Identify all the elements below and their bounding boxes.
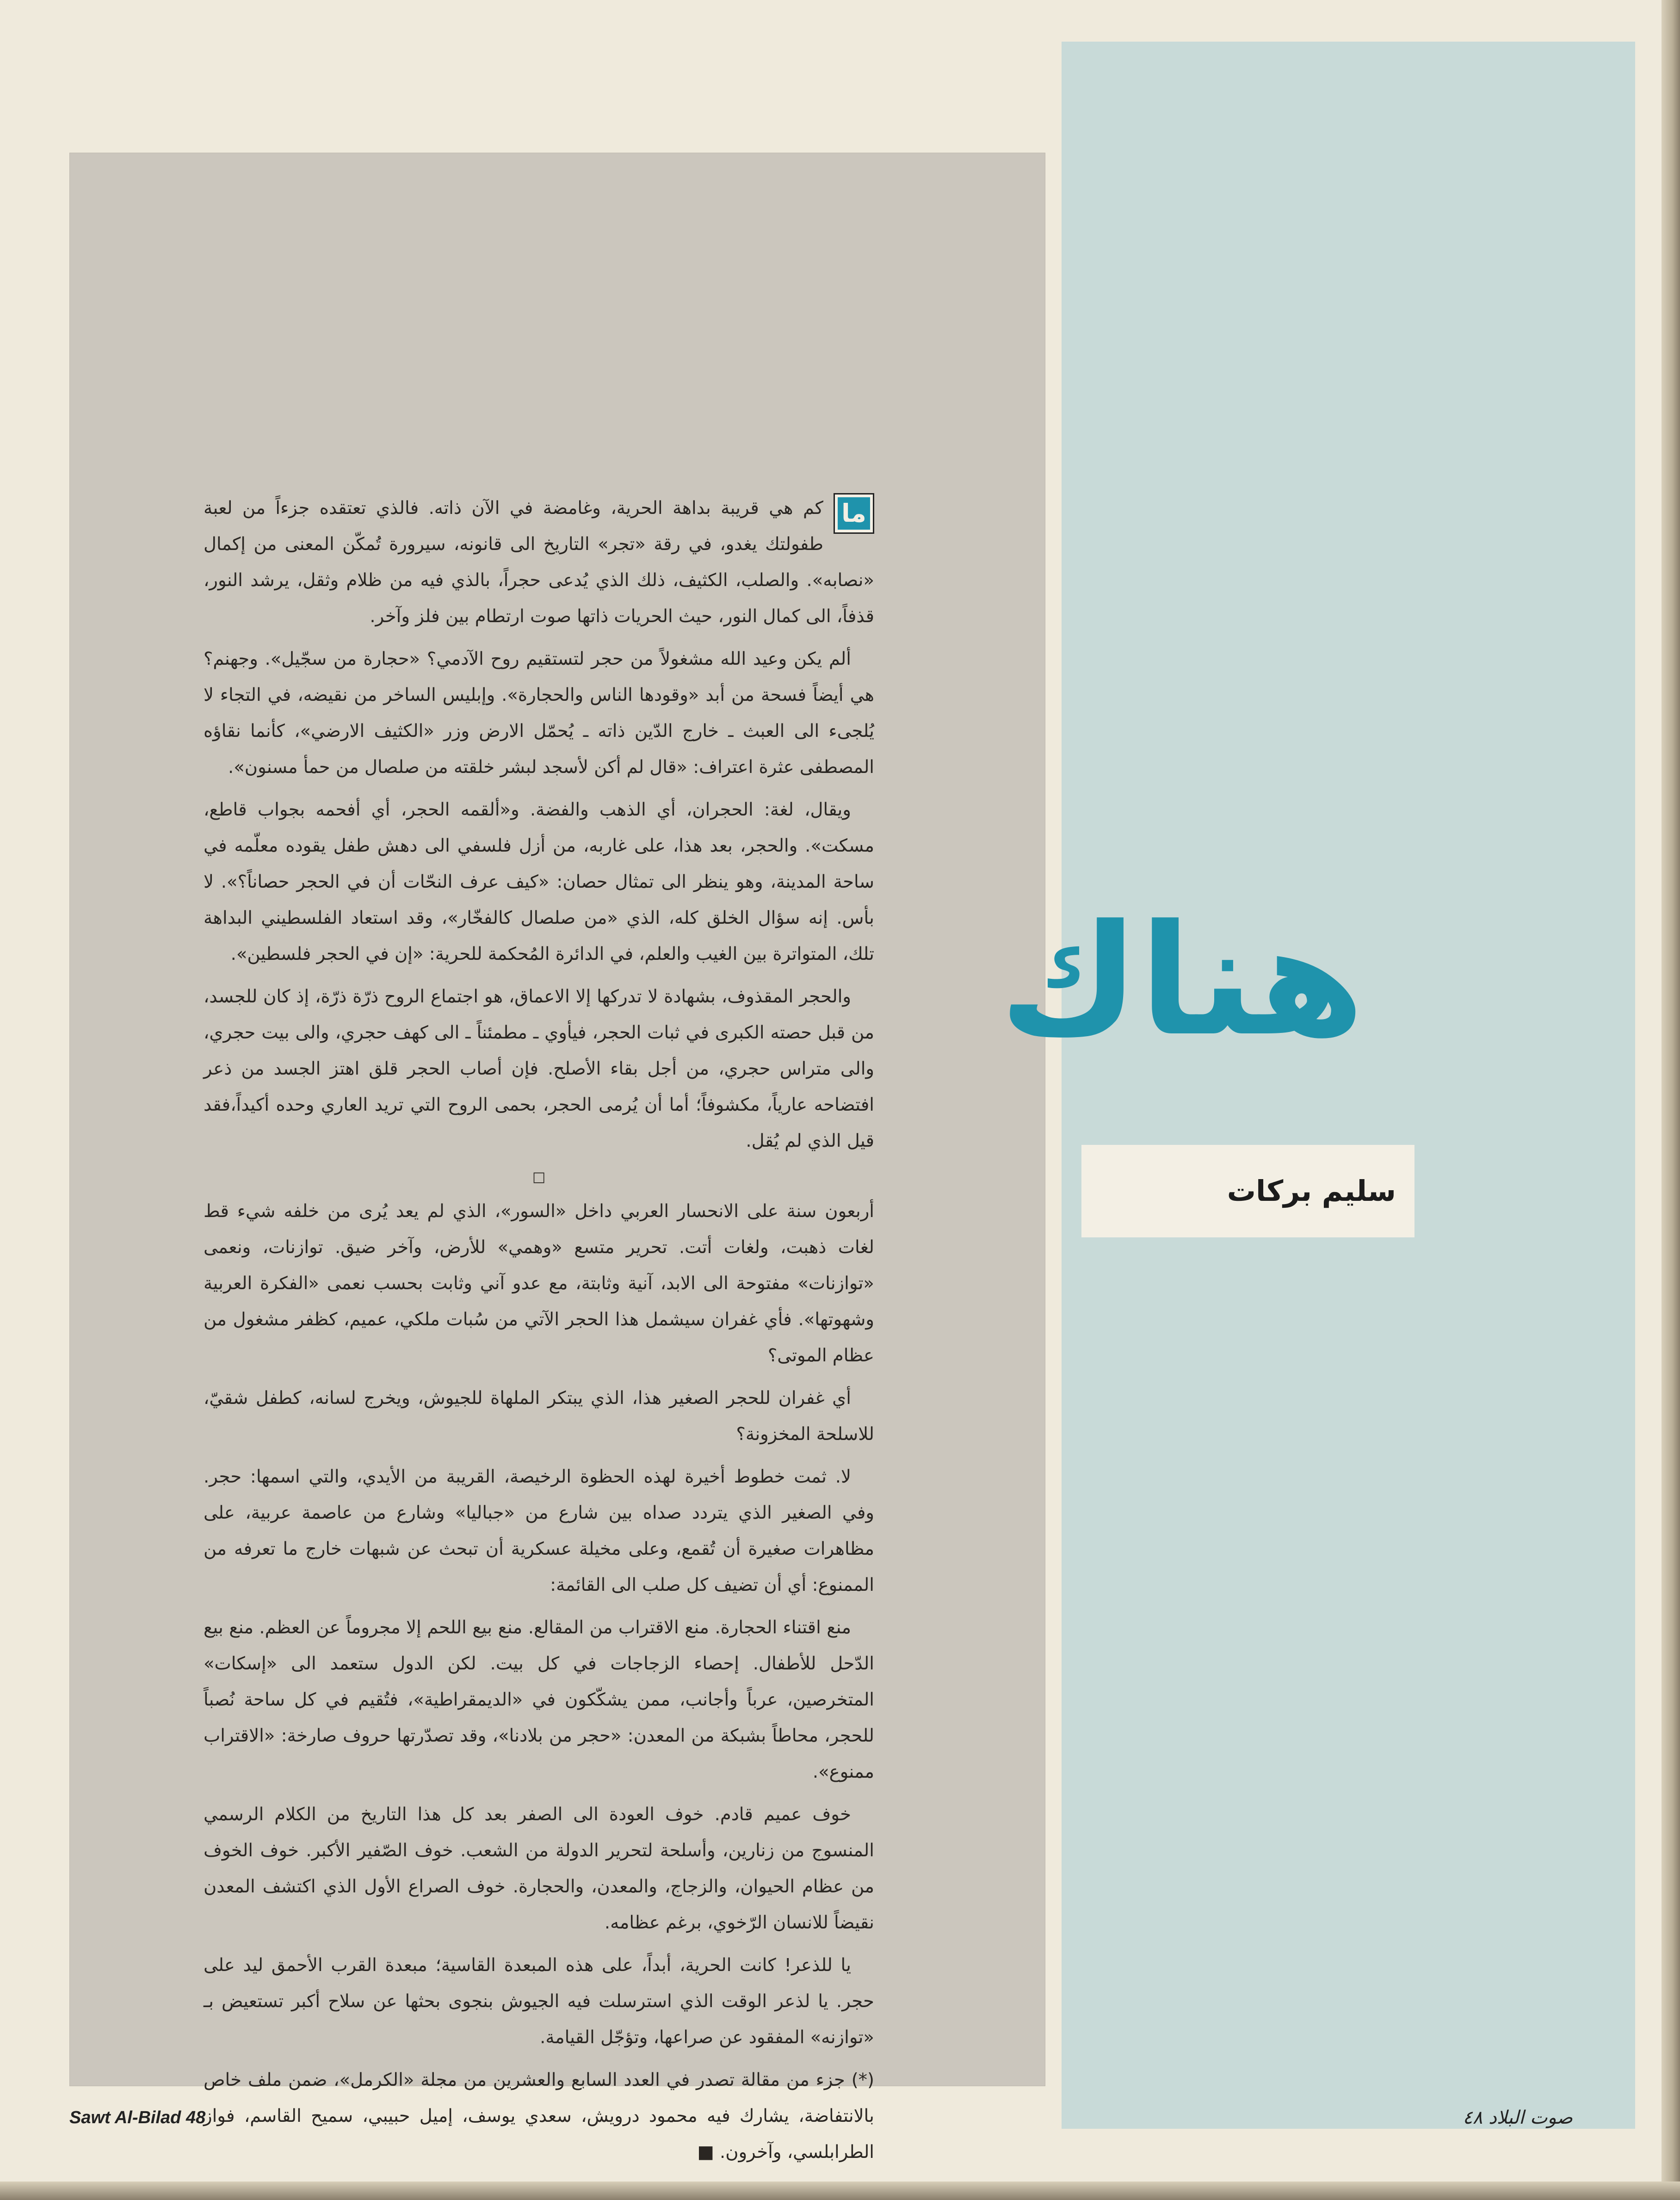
dropcap-letter: ما [838,497,870,530]
page-edge-right [1661,0,1680,2200]
paragraph: لا. ثمت خطوط أخيرة لهذه الحظوة الرخيصة، القريبة من الأيدي، والتي اسمها: حجر. وفي الصغير الذي يتردد صداه بين شارع من «جباليا» وشارع من عاصمة عربية، على مظاهرات صغيرة أن تُقمع، وعلى مخيلة عسكرية أن تبحث عن شبهات خارج ما تعرفه من الممنوع: أي أن تضيف كل صلب الى القائمة: [204,1466,874,1595]
article-title: هناك [999,892,1365,1069]
paragraph: منع اقتناء الحجارة. منع الاقتراب من المقالع. منع بيع اللحم إلا مجروماً عن العظم. منع بيع الدّحل للأطفال. إحصاء الزجاجات في كل بيت. لكن الدول ستعمد الى «إسكات» المتخرصين، عرباً وأجانب، ممن يشكّكون في «الديمقراطية»، فتُقيم في كل ساحة نُصباً للحجر، محاطاً بشبكة من المعدن: «حجر من بلادنا»، وقد تصدّرتها حروف صارخة: «الاقتراب ممنوع». [204,1617,874,1782]
section-separator: □ [532,1169,546,1185]
folio-latin: Sawt Al-Bilad 48 [69,2108,206,2127]
folio-arabic: صوت البلاد ٤٨ [1463,2107,1573,2128]
paragraph: أي غفران للحجر الصغير هذا، الذي يبتكر الملهاة للجيوش، ويخرج لسانه، كطفل شقيّ، للاسلحة المخزونة؟ [204,1388,874,1445]
paragraph: والحجر المقذوف، بشهادة لا تدركها إلا الاعماق، هو اجتماع الروح ذرّة ذرّة، إذ كان للجسد، من قبل حصته الكبرى في ثبات الحجر، فيأوي ـ مطمئناً ـ الى كهف حجري، والى بيت حجري، والى متراس حجري، من أجل بقاء الأصلح. فإن أصاب الحجر قلق اهتز الجسد من ذعر افتضاحه عارياً، مكشوفاً؛ أما أن يُرمى الحجر، بحمى الروح التي تريد العاري وحده أكيداً،فقد قيل الذي لم يُقل. [204,986,874,1151]
paragraph: ألم يكن وعيد الله مشغولاً من حجر لتستقيم روح الآدمي؟ «حجارة من سجّيل». وجهنم؟ هي أيضاً فسحة من أبد «وقودها الناس والحجارة». وإبليس الساخر من نقيضه، في التجاء لا يُلجىء الى العبث ـ خارج الدّين ذاته ـ يُحمّل الارض وزر «الكثيف الارضي»، كأنما نقاؤه المصطفى عثرة اعتراف: «قال لم أكن لأسجد لبشر خلقته من صلصال من حمأ مسنون». [204,649,874,778]
paragraph: يا للذعر! كانت الحرية، أبداً، على هذه المبعدة القاسية؛ مبعدة القرب الأحمق ليد على حجر. يا لذعر الوقت الذي استرسلت فيه الجيوش بنجوى بحثها عن سلاح أكبر تستعيض بـ «توازنه» المفقود عن صراعها، وتؤجّل القيامة. [204,1955,874,2048]
dropcap-box [834,493,874,534]
author-name: سليم بركات [1227,1174,1396,1208]
paragraph: ويقال، لغة: الحجران، أي الذهب والفضة. و«ألقمه الحجر، أي أفحمه بجواب قاطع، مسكت». والحجر، بعد هذا، على غاربه، من أزل فلسفي الى دهش طفل يقوده معلّمه في ساحة المدينة، وهو ينظر الى تمثال حصان: «كيف عرف النحّات أن في الحجر حصاناً؟». لا بأس. إنه سؤال الخلق كله، الذي «من صلصال كالفخّار»، وقد استعاد الفلسطيني البداهة تلك، المتواترة بين الغيب والعلم، في الدائرة المُحكمة للحرية: «إن في الحجر فلسطين». [204,799,874,964]
paragraph: أربعون سنة على الانحسار العربي داخل «السور»، الذي لم يعد يُرى من خلفه شيء قط لغات ذهبت، ولغات أتت. تحرير متسع «وهمي» للأرض، وآخر ضيق. توازنات، ونعمى «توازنات» مفتوحة الى الابد، آنية وثابتة، مع عدو آني وثابت بحسب نعمى «الفكرة العربية وشهوتها». فأي غفران سيشمل هذا الحجر الآتي من سُبات ملكي، عميم، كظفر مشغول من عظام الموتى؟ [204,1201,874,1366]
paragraph: خوف عميم قادم. خوف العودة الى الصفر بعد كل هذا التاريخ من الكلام الرسمي المنسوج من زنارين، وأسلحة لتحرير الدولة من الشعب. خوف الصّفير الأكبر. خوف الخوف من عظام الحيوان، والزجاج، والمعدن، والحجارة. خوف الصراع الأول الذي اكتشف المعدن نقيضاً للانسان الرّخوي، برغم عظامه. [204,1804,874,1933]
page-edge-bottom [0,2181,1680,2200]
footnote: (*) جزء من مقالة تصدر في العدد السابع والعشرين من مجلة «الكرمل»، ضمن ملف خاص بالانتفاضة، يشارك فيه محمود درويش، سعدي يوسف، إميل حبيبي، سميح القاسم، فواز الطرابلسي، وآخرون. ■ [204,2070,874,2163]
paragraph: كم هي قريبة بداهة الحرية، وغامضة في الآن ذاته. فالذي تعتقده جزءاً من لعبة طفولتك يغدو، في رقة «تجر» التاريخ الى قانونه، سيرورة تُمكّن المعنى من إكمال «نصابه». والصلب، الكثيف، ذلك الذي يُدعى حجراً، بالذي فيه من ظلام وثقل، يرشد النور، قذفاً، الى كمال النور، حيث الحريات ذاتها صوت ارتطام بين فلز وآخر. [204,498,874,627]
article-body [204,490,874,2163]
